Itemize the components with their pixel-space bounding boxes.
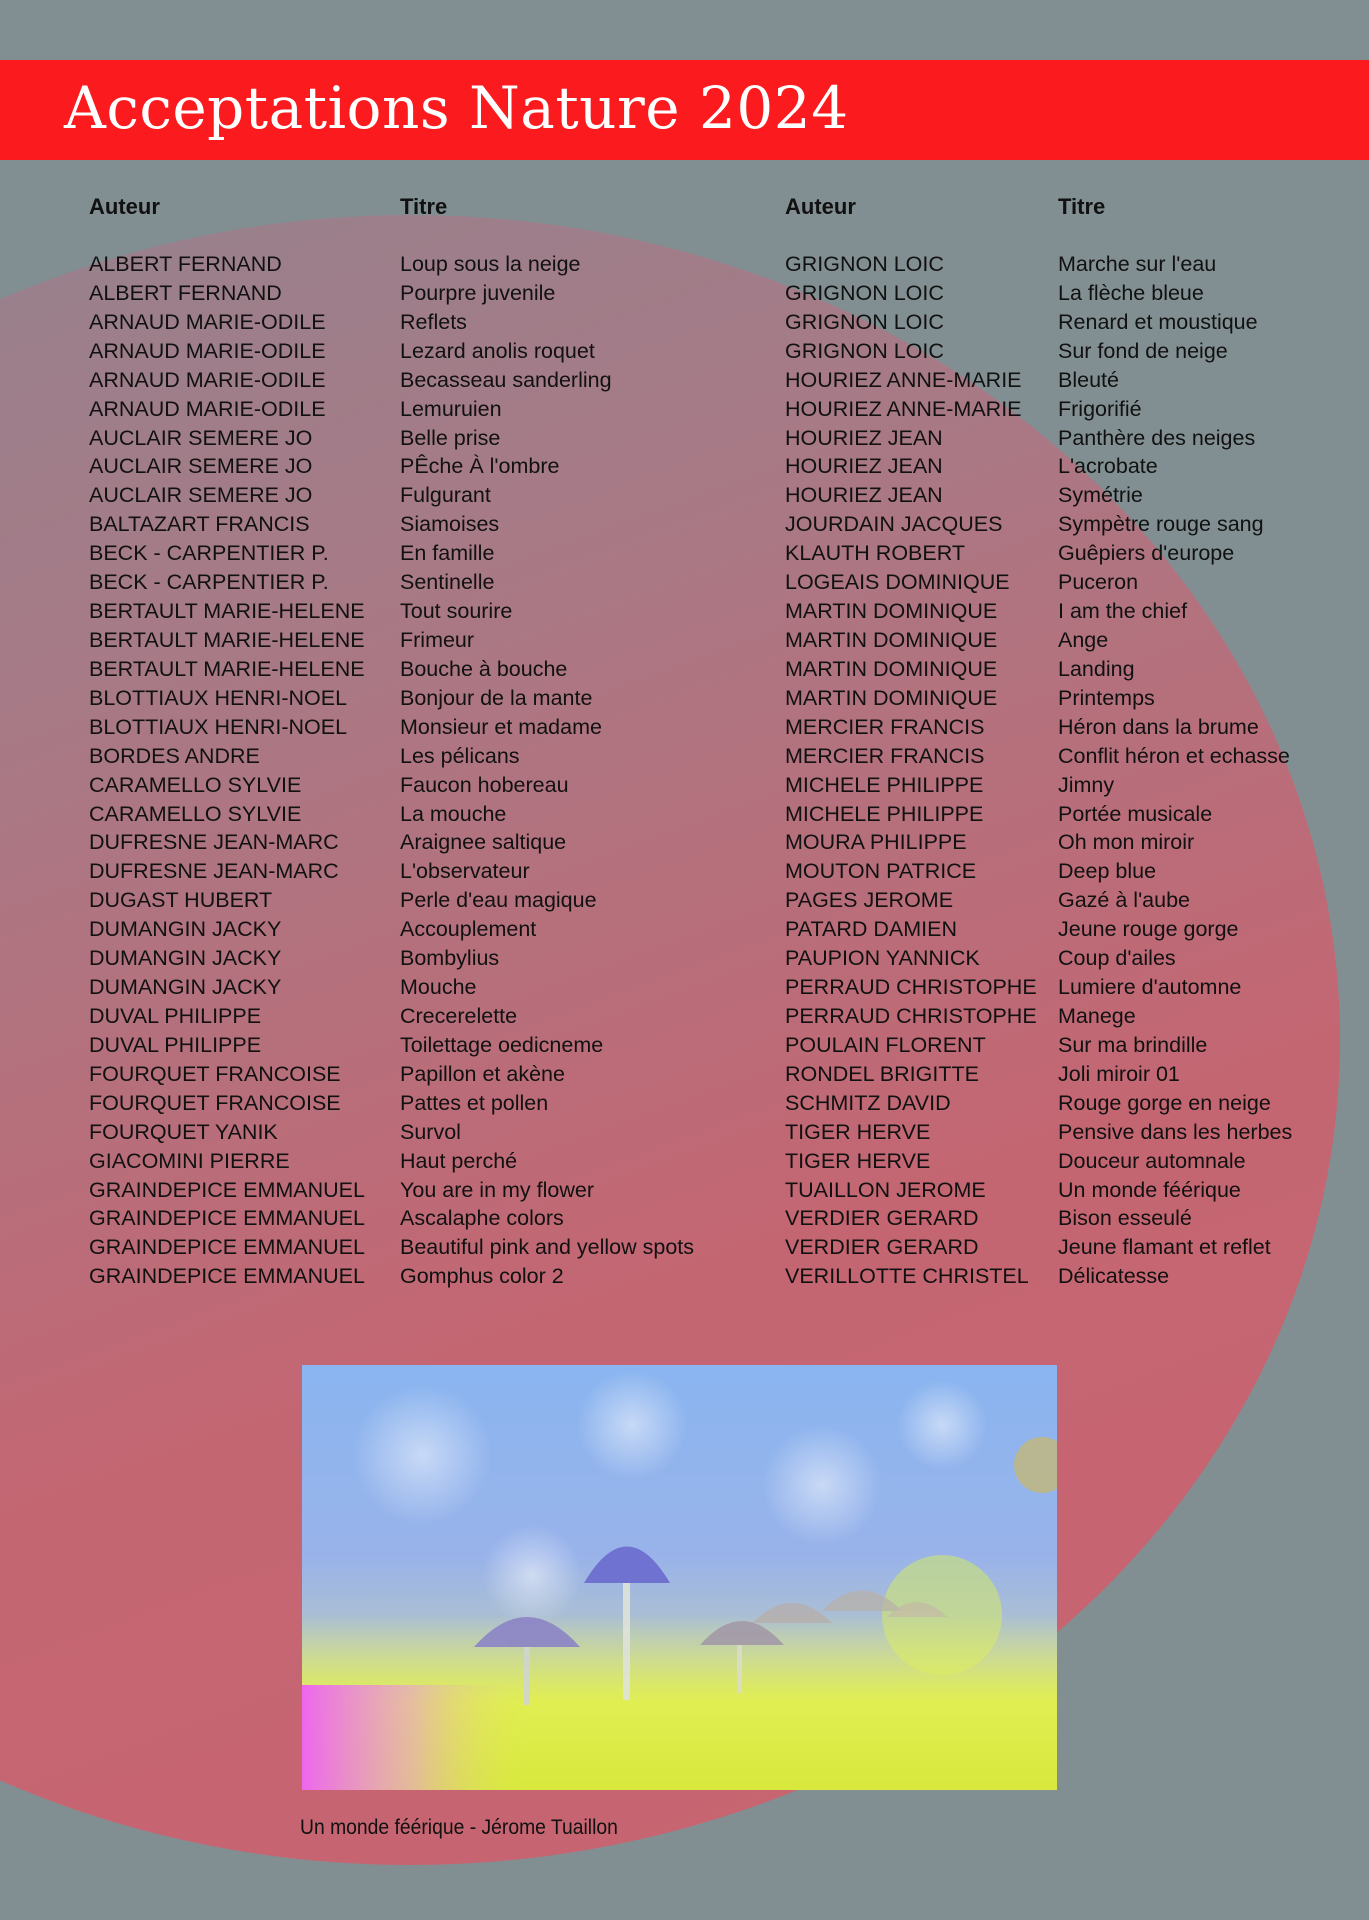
photo-title: Araignee saltique <box>400 830 567 855</box>
author-name: FOURQUET YANIK <box>89 1119 278 1144</box>
right-author-list <box>785 250 1037 1291</box>
photo-title: Faucon hobereau <box>400 772 569 797</box>
photo-title: Bouche à bouche <box>400 656 568 681</box>
author-name: PERRAUD CHRISTOPHE <box>785 975 1037 1000</box>
author-name: POULAIN FLORENT <box>785 1032 986 1057</box>
photo-title: Renard et moustique <box>1058 309 1258 334</box>
author-name: TUAILLON JEROME <box>785 1177 986 1202</box>
photo-title: Bonjour de la mante <box>400 685 593 710</box>
title-header: Titre <box>1058 194 1106 219</box>
author-name: RONDEL BRIGITTE <box>785 1061 979 1086</box>
author-name: MARTIN DOMINIQUE <box>785 685 998 710</box>
author-name: ALBERT FERNAND <box>89 280 282 305</box>
author-name: AUCLAIR SEMERE JO <box>89 454 313 479</box>
author-name: SCHMITZ DAVID <box>785 1090 951 1115</box>
left-title-list <box>400 250 694 1291</box>
photo-title: Becasseau sanderling <box>400 367 612 392</box>
author-name: MARTIN DOMINIQUE <box>785 599 998 624</box>
author-name: BERTAULT MARIE-HELENE <box>89 627 365 652</box>
author-name: BORDES ANDRE <box>89 743 260 768</box>
author-name: MERCIER FRANCIS <box>785 743 985 768</box>
photo-title: Jimny <box>1058 772 1115 797</box>
author-name: CARAMELLO SYLVIE <box>89 772 302 797</box>
photo-title: Gazé à l'aube <box>1058 888 1191 913</box>
left-author-column <box>89 192 365 1289</box>
photo-title: Deep blue <box>1058 859 1157 884</box>
photo-title: Manege <box>1058 1003 1136 1028</box>
left-author-list <box>89 250 365 1291</box>
photo-title: Printemps <box>1058 685 1155 710</box>
author-name: HOURIEZ JEAN <box>785 454 943 479</box>
photo-title: Ange <box>1058 627 1109 652</box>
author-name: ARNAUD MARIE-ODILE <box>89 367 326 392</box>
photo-title: Belle prise <box>400 425 501 450</box>
author-name: MOURA PHILIPPE <box>785 830 967 855</box>
title-header: Titre <box>400 194 448 219</box>
right-title-column <box>1058 192 1293 1289</box>
author-name: HOURIEZ ANNE-MARIE <box>785 367 1022 392</box>
photo-title: Bleuté <box>1058 367 1119 392</box>
author-name: BLOTTIAUX HENRI-NOEL <box>89 685 348 710</box>
right-author-column <box>785 192 1037 1289</box>
author-name: DUGAST HUBERT <box>89 888 273 913</box>
author-name: GRIGNON LOIC <box>785 338 944 363</box>
photo-title: Monsieur et madame <box>400 714 602 739</box>
photo-title: Bison esseulé <box>1058 1206 1192 1231</box>
author-name: AUCLAIR SEMERE JO <box>89 425 313 450</box>
author-header: Auteur <box>89 194 160 219</box>
photo-title: Papillon et akène <box>400 1061 565 1086</box>
photo-title: Loup sous la neige <box>400 252 581 276</box>
photo-title: Sentinelle <box>400 570 495 595</box>
title-banner <box>0 60 1369 160</box>
photo-title: L'observateur <box>400 859 530 884</box>
author-name: JOURDAIN JACQUES <box>785 512 1003 537</box>
photo-title: Puceron <box>1058 570 1139 595</box>
photo-title: Symétrie <box>1058 483 1143 508</box>
author-name: ALBERT FERNAND <box>89 252 282 276</box>
photo-title: La flèche bleue <box>1058 280 1204 305</box>
photo-title: Les pélicans <box>400 743 520 768</box>
photo-title: Survol <box>400 1119 461 1144</box>
photo-title: Crecerelette <box>400 1003 518 1028</box>
photo-title: Perle d'eau magique <box>400 888 597 913</box>
author-name: AUCLAIR SEMERE JO <box>89 483 313 508</box>
photo-title: Sur ma brindille <box>1058 1032 1208 1057</box>
photo-title: Landing <box>1058 656 1135 681</box>
photo-title: Un monde féérique <box>1058 1177 1241 1202</box>
photo-title: Rouge gorge en neige <box>1058 1090 1271 1115</box>
photo-title: PÊche À l'ombre <box>400 454 560 479</box>
author-name: BALTAZART FRANCIS <box>89 512 310 537</box>
author-name: DUVAL PHILIPPE <box>89 1003 262 1028</box>
author-name: FOURQUET FRANCOISE <box>89 1061 341 1086</box>
author-name: BERTAULT MARIE-HELENE <box>89 599 365 624</box>
author-name: ARNAUD MARIE-ODILE <box>89 396 326 421</box>
photo-title: Douceur automnale <box>1058 1148 1246 1173</box>
author-name: PAGES JEROME <box>785 888 954 913</box>
photo-title: Oh mon miroir <box>1058 830 1195 855</box>
photo-title: Bombylius <box>400 946 500 971</box>
photo-title: Panthère des neiges <box>1058 425 1256 450</box>
photo-title: Héron dans la brume <box>1058 714 1259 739</box>
author-name: BLOTTIAUX HENRI-NOEL <box>89 714 348 739</box>
photo-title: Délicatesse <box>1058 1264 1170 1289</box>
photo-title: Toilettage oedicneme <box>400 1032 604 1057</box>
author-name: DUFRESNE JEAN-MARC <box>89 859 339 884</box>
author-name: GRAINDEPICE EMMANUEL <box>89 1235 365 1260</box>
photo-caption: Un monde féérique - Jérome Tuaillon <box>300 1816 618 1839</box>
author-name: ARNAUD MARIE-ODILE <box>89 338 326 363</box>
author-name: MERCIER FRANCIS <box>785 714 985 739</box>
author-name: HOURIEZ ANNE-MARIE <box>785 396 1022 421</box>
author-name: MOUTON PATRICE <box>785 859 977 884</box>
photo-title: Frigorifié <box>1058 396 1142 421</box>
author-name: MICHELE PHILIPPE <box>785 772 984 797</box>
author-name: GRIGNON LOIC <box>785 252 944 276</box>
author-name: BECK - CARPENTIER P. <box>89 541 329 566</box>
photo-title: Siamoises <box>400 512 500 537</box>
photo-title: Tout sourire <box>400 599 513 624</box>
mushroom-photo-illustration <box>302 1365 1057 1790</box>
author-name: DUMANGIN JACKY <box>89 917 282 942</box>
author-name: VERILLOTTE CHRISTEL <box>785 1264 1029 1289</box>
photo-title: Pourpre juvenile <box>400 280 556 305</box>
left-title-column <box>400 192 695 1289</box>
author-name: PERRAUD CHRISTOPHE <box>785 1003 1037 1028</box>
photo-title: Jeune flamant et reflet <box>1058 1235 1271 1260</box>
right-title-list <box>1058 250 1292 1291</box>
photo-title: Reflets <box>400 309 467 334</box>
author-name: TIGER HERVE <box>785 1119 931 1144</box>
author-name: FOURQUET FRANCOISE <box>89 1090 341 1115</box>
author-name: KLAUTH ROBERT <box>785 541 965 566</box>
photo-title: Sur fond de neige <box>1058 338 1228 363</box>
photo-title: Sympètre rouge sang <box>1058 512 1264 537</box>
author-name: VERDIER GERARD <box>785 1235 979 1260</box>
author-name: BERTAULT MARIE-HELENE <box>89 656 365 681</box>
photo-title: Ascalaphe colors <box>400 1206 564 1231</box>
author-name: PAUPION YANNICK <box>785 946 980 971</box>
author-name: LOGEAIS DOMINIQUE <box>785 570 1010 595</box>
author-name: TIGER HERVE <box>785 1148 931 1173</box>
photo-title: You are in my flower <box>400 1177 594 1202</box>
photo-title: Pensive dans les herbes <box>1058 1119 1293 1144</box>
author-name: PATARD DAMIEN <box>785 917 958 942</box>
photo-title: Lumiere d'automne <box>1058 975 1242 1000</box>
photo-title: Conflit héron et echasse <box>1058 743 1290 768</box>
photo-title: Joli miroir 01 <box>1058 1061 1180 1086</box>
photo-title: Lemuruien <box>400 396 502 421</box>
photo-title: Portée musicale <box>1058 801 1213 826</box>
author-name: DUFRESNE JEAN-MARC <box>89 830 339 855</box>
photo-title: Guêpiers d'europe <box>1058 541 1235 566</box>
photo-title: Coup d'ailes <box>1058 946 1176 971</box>
photo-title: Gomphus color 2 <box>400 1264 564 1289</box>
author-name: MICHELE PHILIPPE <box>785 801 984 826</box>
author-name: GRIGNON LOIC <box>785 280 944 305</box>
photo-title: I am the chief <box>1058 599 1188 624</box>
photo-title: La mouche <box>400 801 507 826</box>
photo-title: En famille <box>400 541 495 566</box>
photo-title: Fulgurant <box>400 483 491 508</box>
author-name: GRAINDEPICE EMMANUEL <box>89 1206 365 1231</box>
photo-title: Accouplement <box>400 917 537 942</box>
photo-title: Mouche <box>400 975 477 1000</box>
author-name: ARNAUD MARIE-ODILE <box>89 309 326 334</box>
page-title: Acceptations Nature 2024 <box>64 74 849 142</box>
author-name: BECK - CARPENTIER P. <box>89 570 329 595</box>
author-name: GRAINDEPICE EMMANUEL <box>89 1264 365 1289</box>
author-header: Auteur <box>785 194 856 219</box>
author-name: MARTIN DOMINIQUE <box>785 656 998 681</box>
author-name: DUMANGIN JACKY <box>89 946 282 971</box>
photo-title: Marche sur l'eau <box>1058 252 1217 276</box>
author-name: HOURIEZ JEAN <box>785 425 943 450</box>
photo-title: L'acrobate <box>1058 454 1158 479</box>
author-name: GRIGNON LOIC <box>785 309 944 334</box>
author-name: CARAMELLO SYLVIE <box>89 801 302 826</box>
photo-title: Jeune rouge gorge <box>1058 917 1239 942</box>
photo-title: Frimeur <box>400 627 475 652</box>
photo-title: Lezard anolis roquet <box>400 338 595 363</box>
author-name: HOURIEZ JEAN <box>785 483 943 508</box>
photo-title: Haut perché <box>400 1148 518 1173</box>
author-name: DUVAL PHILIPPE <box>89 1032 262 1057</box>
photo-title: Beautiful pink and yellow spots <box>400 1235 695 1260</box>
photo-title: Pattes et pollen <box>400 1090 549 1115</box>
author-name: VERDIER GERARD <box>785 1206 979 1231</box>
author-name: DUMANGIN JACKY <box>89 975 282 1000</box>
author-name: GRAINDEPICE EMMANUEL <box>89 1177 365 1202</box>
author-name: GIACOMINI PIERRE <box>89 1148 290 1173</box>
author-name: MARTIN DOMINIQUE <box>785 627 998 652</box>
featured-photo <box>302 1365 1057 1790</box>
